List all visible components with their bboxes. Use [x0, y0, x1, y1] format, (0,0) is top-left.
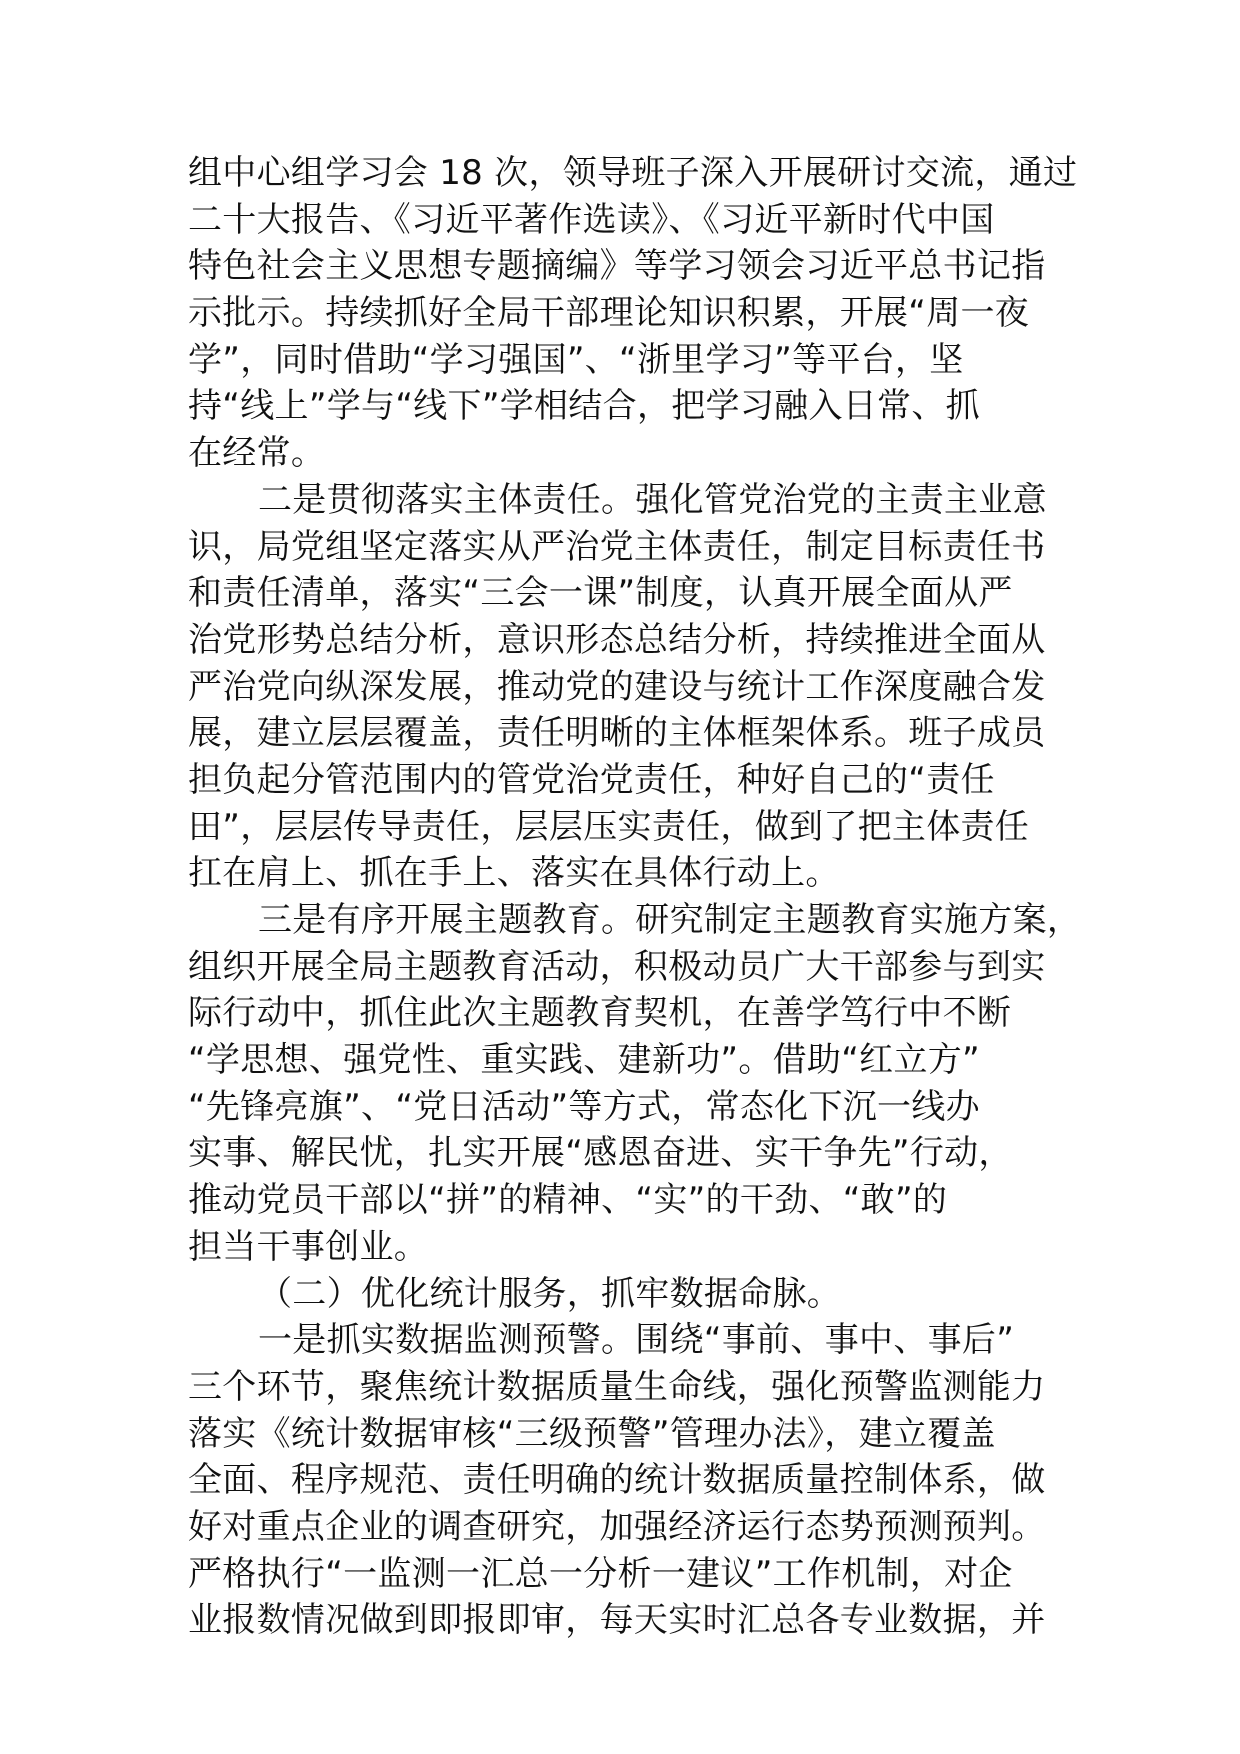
text-line: 扛在肩上、抓在手上、落实在具体行动上。: [188, 853, 840, 894]
text-line: 担负起分管范围内的管党治党责任，种好自己的“责任: [188, 759, 995, 800]
text-line: 识，局党组坚定落实从严治党主体责任，制定目标责任书: [188, 526, 1046, 567]
text-line: 持“线上”学与“线下”学相结合，把学习融入日常、抓: [188, 386, 980, 427]
text-line: 严治党向纵深发展，推动党的建设与统计工作深度融合发: [188, 666, 1046, 707]
text-line: 三个环节，聚焦统计数据质量生命线，强化预警监测能力: [188, 1366, 1046, 1407]
text-line: 全面、程序规范、责任明确的统计数据质量控制体系，做: [188, 1460, 1046, 1501]
text-line: 推动党员干部以“拼”的精神、“实”的干劲、“敢”的: [188, 1180, 948, 1221]
document-body: [188, 150, 1082, 1644]
text-line: 治党形势总结分析，意识形态总结分析，持续推进全面从: [188, 619, 1046, 660]
text-line: 学”，同时借助“学习强国”、“浙里学习”等平台，坚: [188, 339, 964, 380]
text-line: “学思想、强党性、重实践、建新功”。借助“红立方”: [188, 1040, 980, 1081]
text-line: 落实《统计数据审核“三级预警”管理办法》，建立覆盖: [188, 1413, 996, 1454]
text-line: “先锋亮旗”、“党日活动”等方式，常态化下沉一线办: [188, 1086, 980, 1127]
text-line: 田”，层层传导责任，层层压实责任，做到了把主体责任: [188, 806, 1030, 847]
text-line: 际行动中，抓住此次主题教育契机，在善学笃行中不断: [188, 993, 1012, 1034]
paragraph-first-line: 一是抓实数据监测预警。围绕“事前、事中、事后”: [258, 1320, 1015, 1361]
text-line: 业报数情况做到即报即审，每天实时汇总各专业数据，并: [188, 1600, 1046, 1641]
paragraph-first-line: 三是有序开展主题教育。研究制定主题教育实施方案，: [258, 900, 1082, 940]
text-line: 展，建立层层覆盖，责任明晰的主体框架体系。班子成员: [188, 713, 1046, 754]
text-line: 组织开展全局主题教育活动，积极动员广大干部参与到实: [188, 946, 1046, 987]
text-line: 好对重点企业的调查研究，加强经济运行态势预测预判。: [188, 1506, 1046, 1547]
text-line: 组中心组学习会 18 次，领导班子深入开展研讨交流，通过: [188, 153, 1078, 193]
text-line: 在经常。: [188, 433, 326, 474]
text-line: 示批示。持续抓好全局干部理论知识积累，开展“周一夜: [188, 293, 1030, 334]
text-line: 担当干事创业。: [188, 1226, 429, 1267]
paragraph-first-line: （二）优化统计服务，抓牢数据命脉。: [258, 1273, 842, 1314]
text-line: 严格执行“一监测一汇总一分析一建议”工作机制，对企: [188, 1553, 1013, 1594]
text-line: 二十大报告、《习近平著作选读》、《习近平新时代中国: [188, 199, 995, 240]
text-line: 和责任清单，落实“三会一课”制度，认真开展全面从严: [188, 573, 1013, 614]
paragraph-first-line: 二是贯彻落实主体责任。强化管党治党的主责主业意: [258, 479, 1047, 520]
text-line: 实事、解民忧，扎实开展“感恩奋进、实干争先”行动，: [188, 1133, 1013, 1174]
text-line: 特色社会主义思想专题摘编》等学习领会习近平总书记指: [188, 246, 1046, 287]
